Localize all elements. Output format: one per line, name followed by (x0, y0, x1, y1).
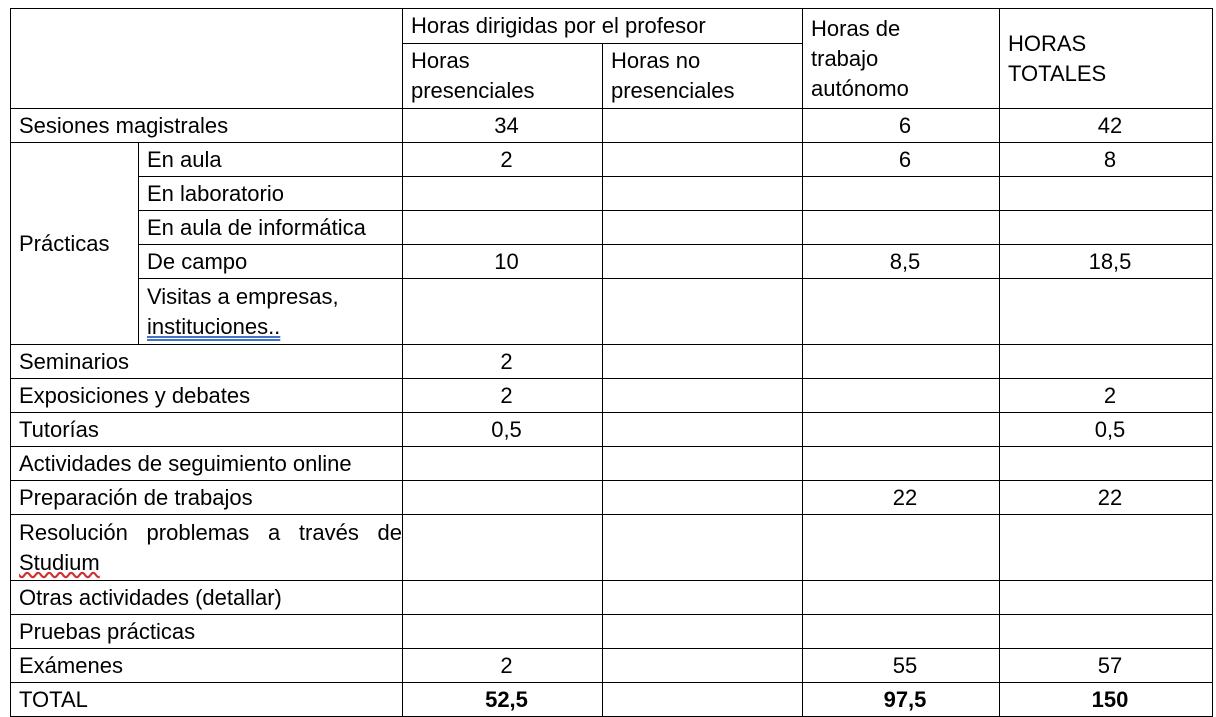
header-autonomous-hours: Horas de trabajo autónomo (803, 9, 1000, 109)
cell-non-presential (603, 615, 803, 649)
cell-total (1000, 345, 1213, 379)
row-label: Resolución problemas a través de Studium (11, 515, 403, 581)
cell-non-presential (603, 481, 803, 515)
cell-presential (403, 447, 603, 481)
cell-presential: 2 (403, 345, 603, 379)
row-label: Pruebas prácticas (11, 615, 403, 649)
table-row (11, 481, 1213, 515)
row-label: De campo (139, 245, 403, 279)
row-label: Actividades de seguimiento online (11, 447, 403, 481)
cell-autonomous (803, 177, 1000, 211)
row-label: En aula de informática (139, 211, 403, 245)
cell-presential: 10 (403, 245, 603, 279)
practicas-group-label: Prácticas (11, 143, 139, 345)
cell-non-presential (603, 649, 803, 683)
cell-non-presential (603, 447, 803, 481)
cell-presential: 34 (403, 109, 603, 143)
cell-total (1000, 581, 1213, 615)
table-row (11, 177, 1213, 211)
cell-total: 2 (1000, 379, 1213, 413)
table-row (11, 143, 1213, 177)
cell-non-presential (603, 245, 803, 279)
cell-total: 57 (1000, 649, 1213, 683)
total-row (11, 683, 1213, 717)
cell-presential: 0,5 (403, 413, 603, 447)
cell-presential (403, 177, 603, 211)
header-total-hours: HORAS TOTALES (1000, 9, 1213, 109)
row-label: Visitas a empresas, instituciones.. (139, 279, 403, 345)
cell-presential: 2 (403, 143, 603, 177)
cell-autonomous (803, 515, 1000, 581)
cell-total: 42 (1000, 109, 1213, 143)
table-row (11, 279, 1213, 345)
cell-total: 0,5 (1000, 413, 1213, 447)
table-row (11, 447, 1213, 481)
cell-total (1000, 515, 1213, 581)
table-row (11, 413, 1213, 447)
row-label: En laboratorio (139, 177, 403, 211)
cell-presential: 2 (403, 649, 603, 683)
cell-autonomous: 22 (803, 481, 1000, 515)
hours-table (10, 8, 1213, 717)
cell-autonomous: 6 (803, 109, 1000, 143)
cell-non-presential (603, 109, 803, 143)
row-label: Seminarios (11, 345, 403, 379)
table-row (11, 109, 1213, 143)
header-presential-hours: Horas presenciales (403, 44, 603, 109)
table-row (11, 245, 1213, 279)
cell-presential (403, 481, 603, 515)
table-row (11, 211, 1213, 245)
cell-presential: 2 (403, 379, 603, 413)
table-row (11, 649, 1213, 683)
cell-presential (403, 615, 603, 649)
table-row (11, 615, 1213, 649)
total-label: TOTAL (11, 683, 403, 717)
row-label: Exámenes (11, 649, 403, 683)
header-directed-hours: Horas dirigidas por el profesor (403, 9, 803, 44)
header-non-presential-hours: Horas no presenciales (603, 44, 803, 109)
cell-total: 22 (1000, 481, 1213, 515)
table-row (11, 581, 1213, 615)
cell-autonomous: 6 (803, 143, 1000, 177)
total-presential: 52,5 (403, 683, 603, 717)
total-non-presential (603, 683, 803, 717)
row-label: En aula (139, 143, 403, 177)
cell-presential (403, 515, 603, 581)
row-label: Otras actividades (detallar) (11, 581, 403, 615)
cell-autonomous (803, 345, 1000, 379)
cell-non-presential (603, 379, 803, 413)
cell-autonomous (803, 581, 1000, 615)
cell-total (1000, 615, 1213, 649)
cell-total (1000, 211, 1213, 245)
row-label: Sesiones magistrales (11, 109, 403, 143)
cell-non-presential (603, 211, 803, 245)
row-label: Tutorías (11, 413, 403, 447)
cell-autonomous (803, 447, 1000, 481)
cell-presential (403, 211, 603, 245)
cell-total: 18,5 (1000, 245, 1213, 279)
cell-non-presential (603, 581, 803, 615)
cell-total (1000, 447, 1213, 481)
table-row (11, 345, 1213, 379)
cell-autonomous: 8,5 (803, 245, 1000, 279)
cell-total (1000, 177, 1213, 211)
cell-autonomous (803, 615, 1000, 649)
cell-total (1000, 279, 1213, 345)
cell-non-presential (603, 143, 803, 177)
cell-non-presential (603, 413, 803, 447)
cell-non-presential (603, 515, 803, 581)
cell-autonomous (803, 413, 1000, 447)
cell-autonomous (803, 211, 1000, 245)
table-row (11, 379, 1213, 413)
cell-autonomous (803, 279, 1000, 345)
total-autonomous: 97,5 (803, 683, 1000, 717)
cell-presential (403, 581, 603, 615)
cell-total: 8 (1000, 143, 1213, 177)
cell-autonomous (803, 379, 1000, 413)
table-row (11, 515, 1213, 581)
total-total: 150 (1000, 683, 1213, 717)
cell-non-presential (603, 279, 803, 345)
header-corner-cell (11, 9, 403, 109)
cell-autonomous: 55 (803, 649, 1000, 683)
cell-non-presential (603, 345, 803, 379)
row-label: Preparación de trabajos (11, 481, 403, 515)
cell-non-presential (603, 177, 803, 211)
cell-presential (403, 279, 603, 345)
row-label: Exposiciones y debates (11, 379, 403, 413)
